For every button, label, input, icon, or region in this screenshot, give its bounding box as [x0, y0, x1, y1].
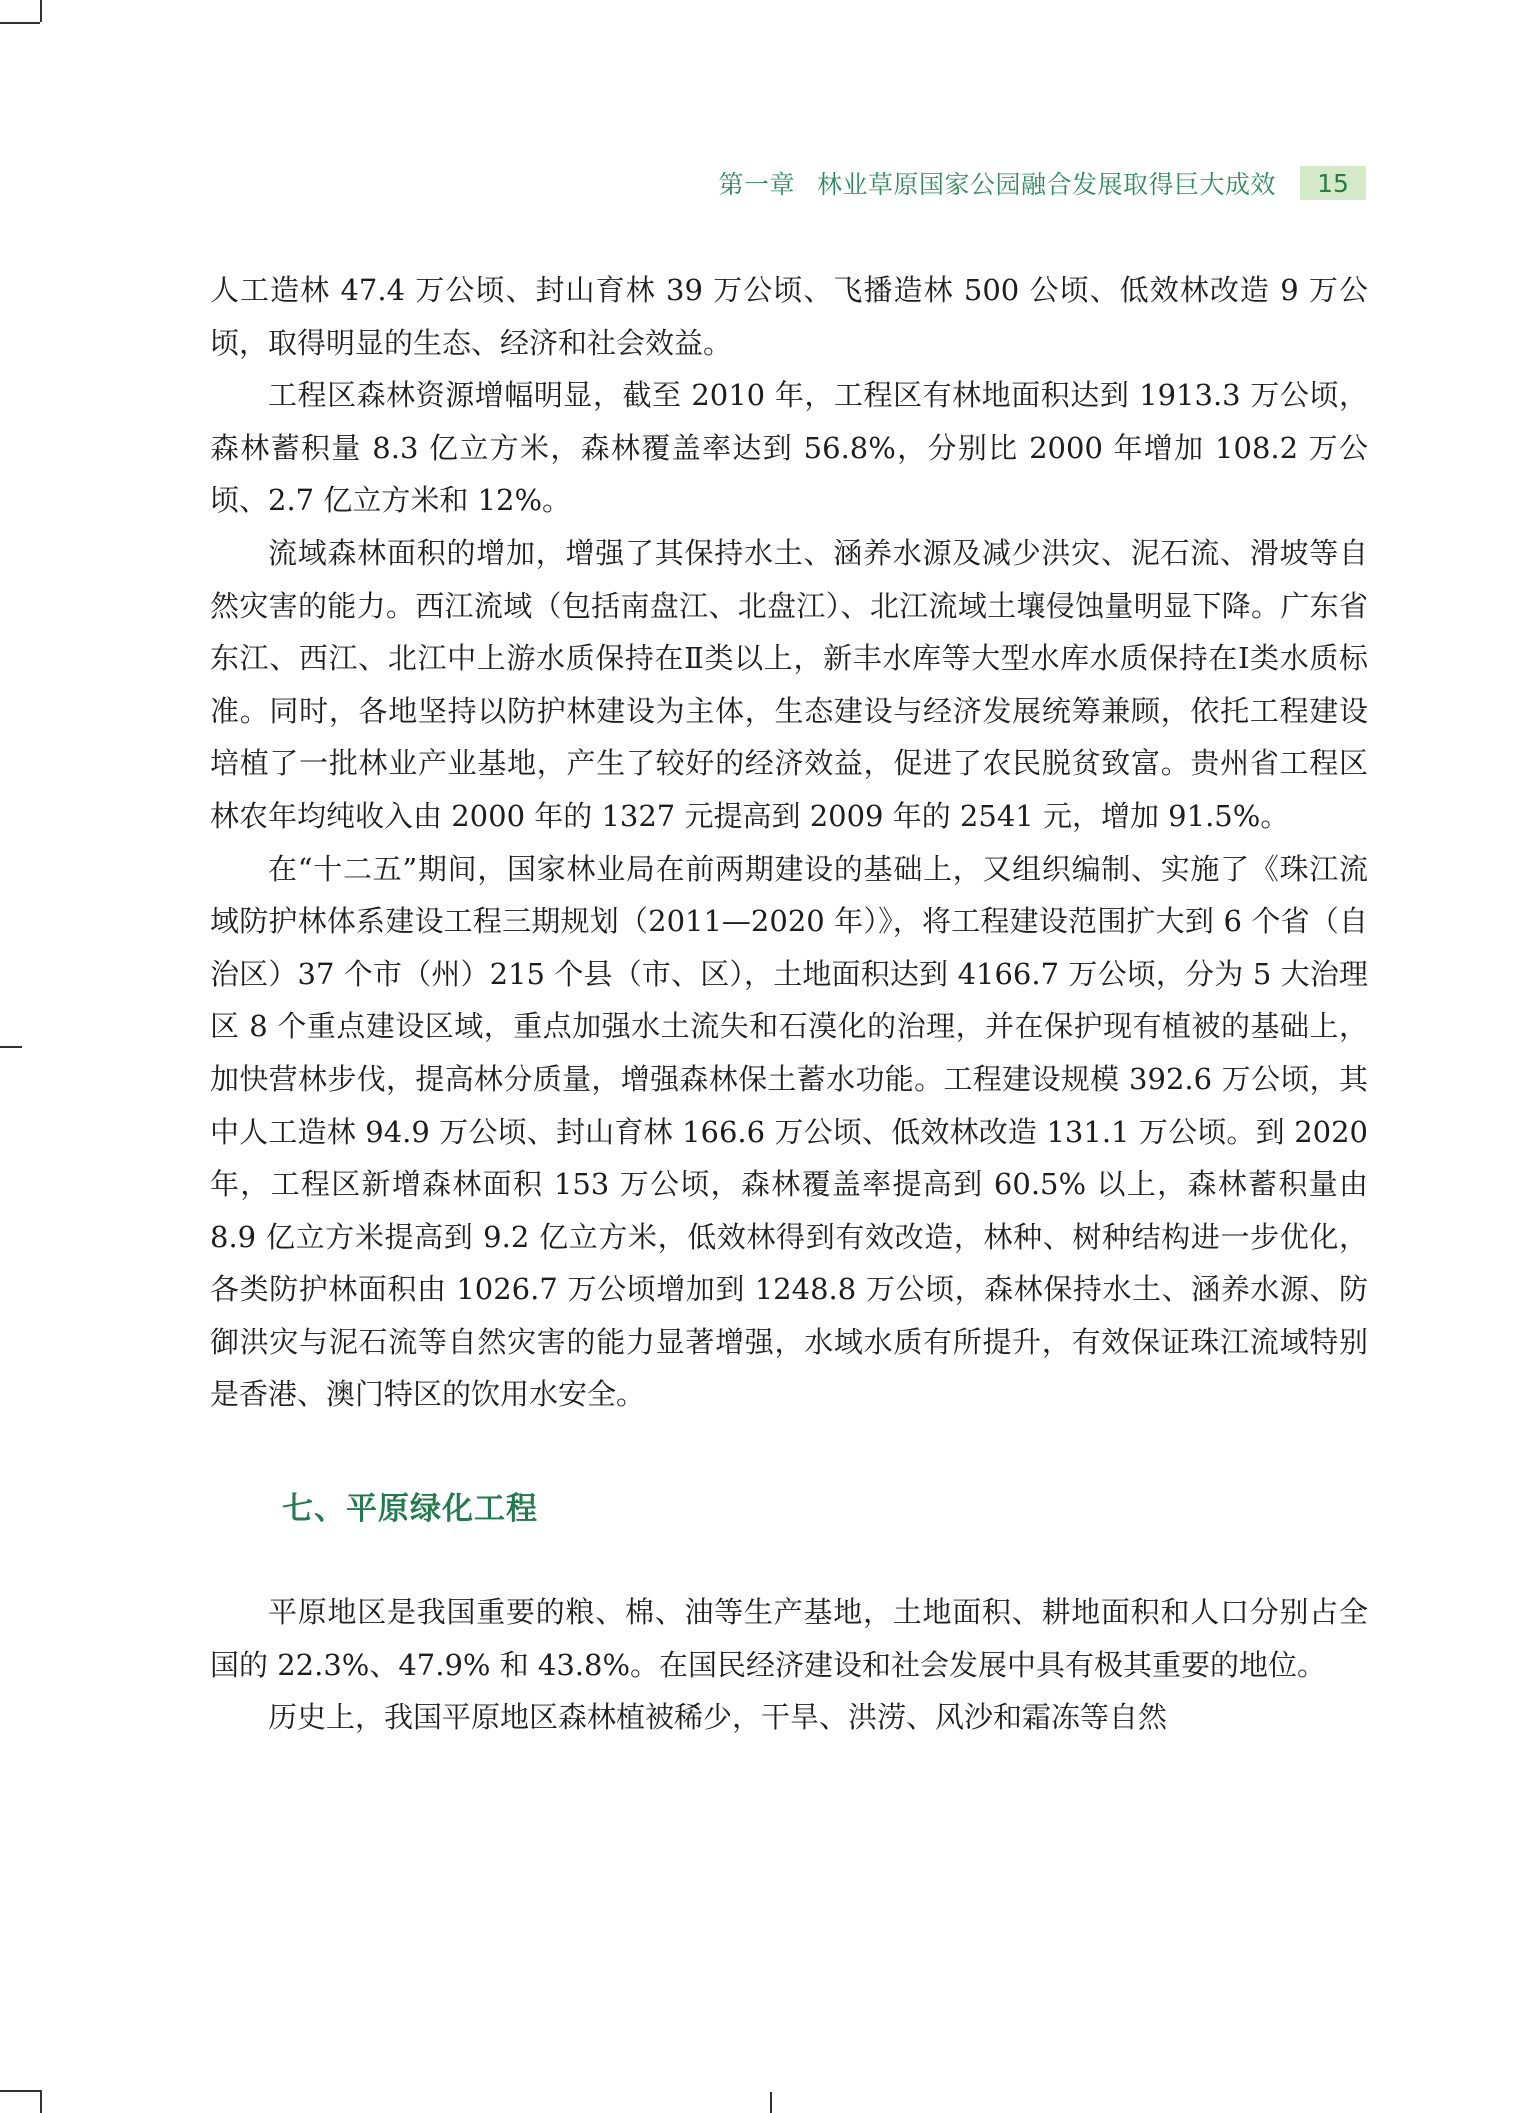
chapter-title: 林业草原国家公园融合发展取得巨大成效: [816, 170, 1276, 199]
paragraph-twelfth-five-year: 在“十二五”期间，国家林业局在前两期建设的基础上，又组织编制、实施了《珠江流域防护林体系建设工程三期规划（2011—2020 年）》，将工程建设范围扩大到 6 个省（自治区）37 个市（州）215 个县（市、区），土地面积达到 4166.7 万公顷，分为 5 大治理区 8 个重点建设区域，重点加强水土流失和石漠化的治理，并在保护现有植被的基础上，加快营林步伐，提高林分质量，增强森林保土蓄水功能。工程建设规模 392.6 万公顷，其中人工造林 94.9 万公顷、封山育林 166.6 万公顷、低效林改造 131.1 万公顷。到 2020 年，工程区新增森林面积 153 万公顷，森林覆盖率提高到 60.5% 以上，森林蓄积量由 8.9 亿立方米提高到 9.2 亿立方米，低效林得到有效改造，林种、树种结构进一步优化，各类防护林面积由 1026.7 万公顷增加到 1248.8 万公顷，森林保持水土、涵养水源、防御洪灾与泥石流等自然灾害的能力显著增强，水域水质有所提升，有效保证珠江流域特别是香港、澳门特区的饮用水安全。: [210, 851, 1368, 1412]
crop-mark-top-left-v: [40, 0, 42, 22]
page-body: [210, 264, 1368, 1744]
crop-mark-top-left-h: [0, 22, 40, 24]
section-heading: 七、平原绿化工程: [282, 1491, 538, 1528]
crop-mark-bottom-left-h: [0, 2090, 40, 2092]
chapter-number: 第一章: [718, 170, 795, 199]
paragraph-plains-history: 历史上，我国平原地区森林植被稀少，干旱、洪涝、风沙和霜冻等自然: [268, 1700, 1168, 1735]
crop-mark-bottom-left-v: [40, 2090, 42, 2113]
paragraph-plains-importance: 平原地区是我国重要的粮、棉、油等生产基地，土地面积、耕地面积和人口分别占全国的 22.3%、47.9% 和 43.8%。在国民经济建设和社会发展中具有极其重要的地位。: [210, 1595, 1368, 1682]
paragraph-continued: 人工造林 47.4 万公顷、封山育林 39 万公顷、飞播造林 500 公顷、低效林改造 9 万公顷，取得明显的生态、经济和社会效益。: [210, 273, 1368, 360]
chapter-header: [718, 165, 1276, 201]
paragraph-watershed-benefits: 流域森林面积的增加，增强了其保持水土、涵养水源及减少洪灾、泥石流、滑坡等自然灾害的能力。西江流域（包括南盘江、北盘江）、北江流域土壤侵蚀量明显下降。广东省东江、西江、北江中上游水质保持在Ⅱ类以上，新丰水库等大型水库水质保持在Ⅰ类水质标准。同时，各地坚持以防护林建设为主体，生态建设与经济发展统筹兼顾，依托工程建设培植了一批林业产业基地，产生了较好的经济效益，促进了农民脱贫致富。贵州省工程区林农年均纯收入由 2000 年的 1327 元提高到 2009 年的 2541 元，增加 91.5%。: [210, 535, 1368, 833]
paragraph-forest-resources: 工程区森林资源增幅明显，截至 2010 年，工程区有林地面积达到 1913.3 万公顷，森林蓄积量 8.3 亿立方米，森林覆盖率达到 56.8%，分别比 2000 年增加 108.2 万公顷、2.7 亿立方米和 12%。: [210, 378, 1368, 518]
crop-mark-bottom-center: [770, 2092, 772, 2113]
crop-mark-left-middle: [0, 1046, 22, 1048]
running-header: [200, 163, 1366, 203]
page-number: 15: [1300, 166, 1366, 200]
